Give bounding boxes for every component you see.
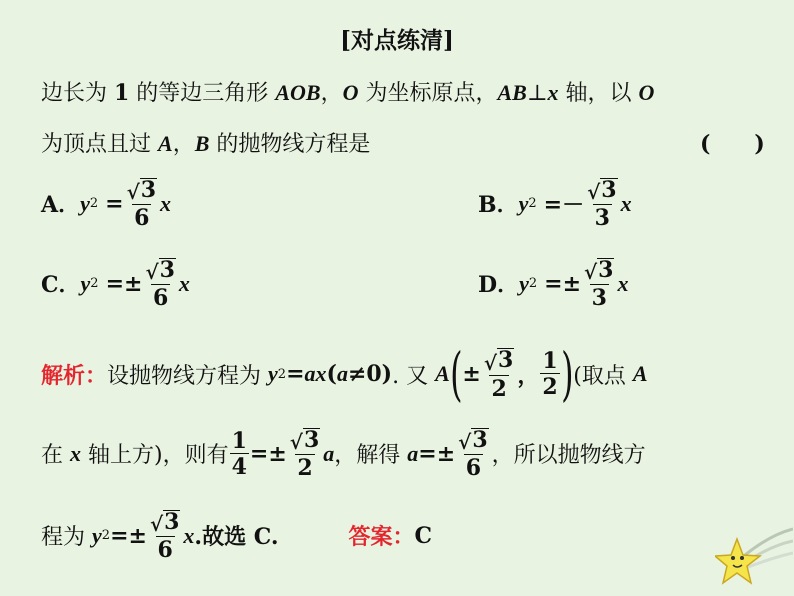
solution-line-2: 在 x 轴上方)，则有 $\frac{1}{4}$ =± √ 3 2 a ，解得 a =± √ 3 6 ，所以抛物线方: [41, 427, 646, 482]
answer-value: C: [414, 522, 433, 549]
solution-line-1: 解析： 设抛物线方程为 y 2 = ax ( a ≠0) . 又 A ( ± √ 3 2 ， $\frac{1}{2}$ ) (取点 A: [41, 340, 648, 408]
option-c[interactable]: C． y 2 =± √ 3 6 x: [41, 257, 190, 312]
shooting-star-icon: [715, 525, 793, 593]
answer-label: 答案：: [348, 524, 415, 551]
question-line-2: 为顶点且过 A，B 的抛物线方程是: [41, 131, 371, 157]
option-d[interactable]: D． y 2 =± √ 3 3 x: [478, 257, 629, 312]
solution-label: 解析：: [41, 362, 108, 389]
option-c-label: C．: [41, 272, 81, 299]
solution-line-3: 程为 y 2 =± √ 3 6 x .故选 C. 答案： C: [41, 509, 433, 564]
option-b-label: B．: [478, 192, 519, 219]
question-line-1: 边长为 1 的等边三角形 AOB，O 为坐标原点，AB⊥x 轴，以 O: [41, 80, 655, 106]
option-b[interactable]: B． y 2 =－ √ 3 3 x: [478, 177, 632, 232]
option-a-label: A．: [41, 192, 81, 219]
option-a[interactable]: A． y 2 = √ 3 6 x: [41, 177, 172, 232]
answer-bracket: ( ): [700, 131, 765, 157]
option-d-label: D．: [478, 272, 520, 299]
section-title: [对点练清]: [340, 27, 454, 54]
